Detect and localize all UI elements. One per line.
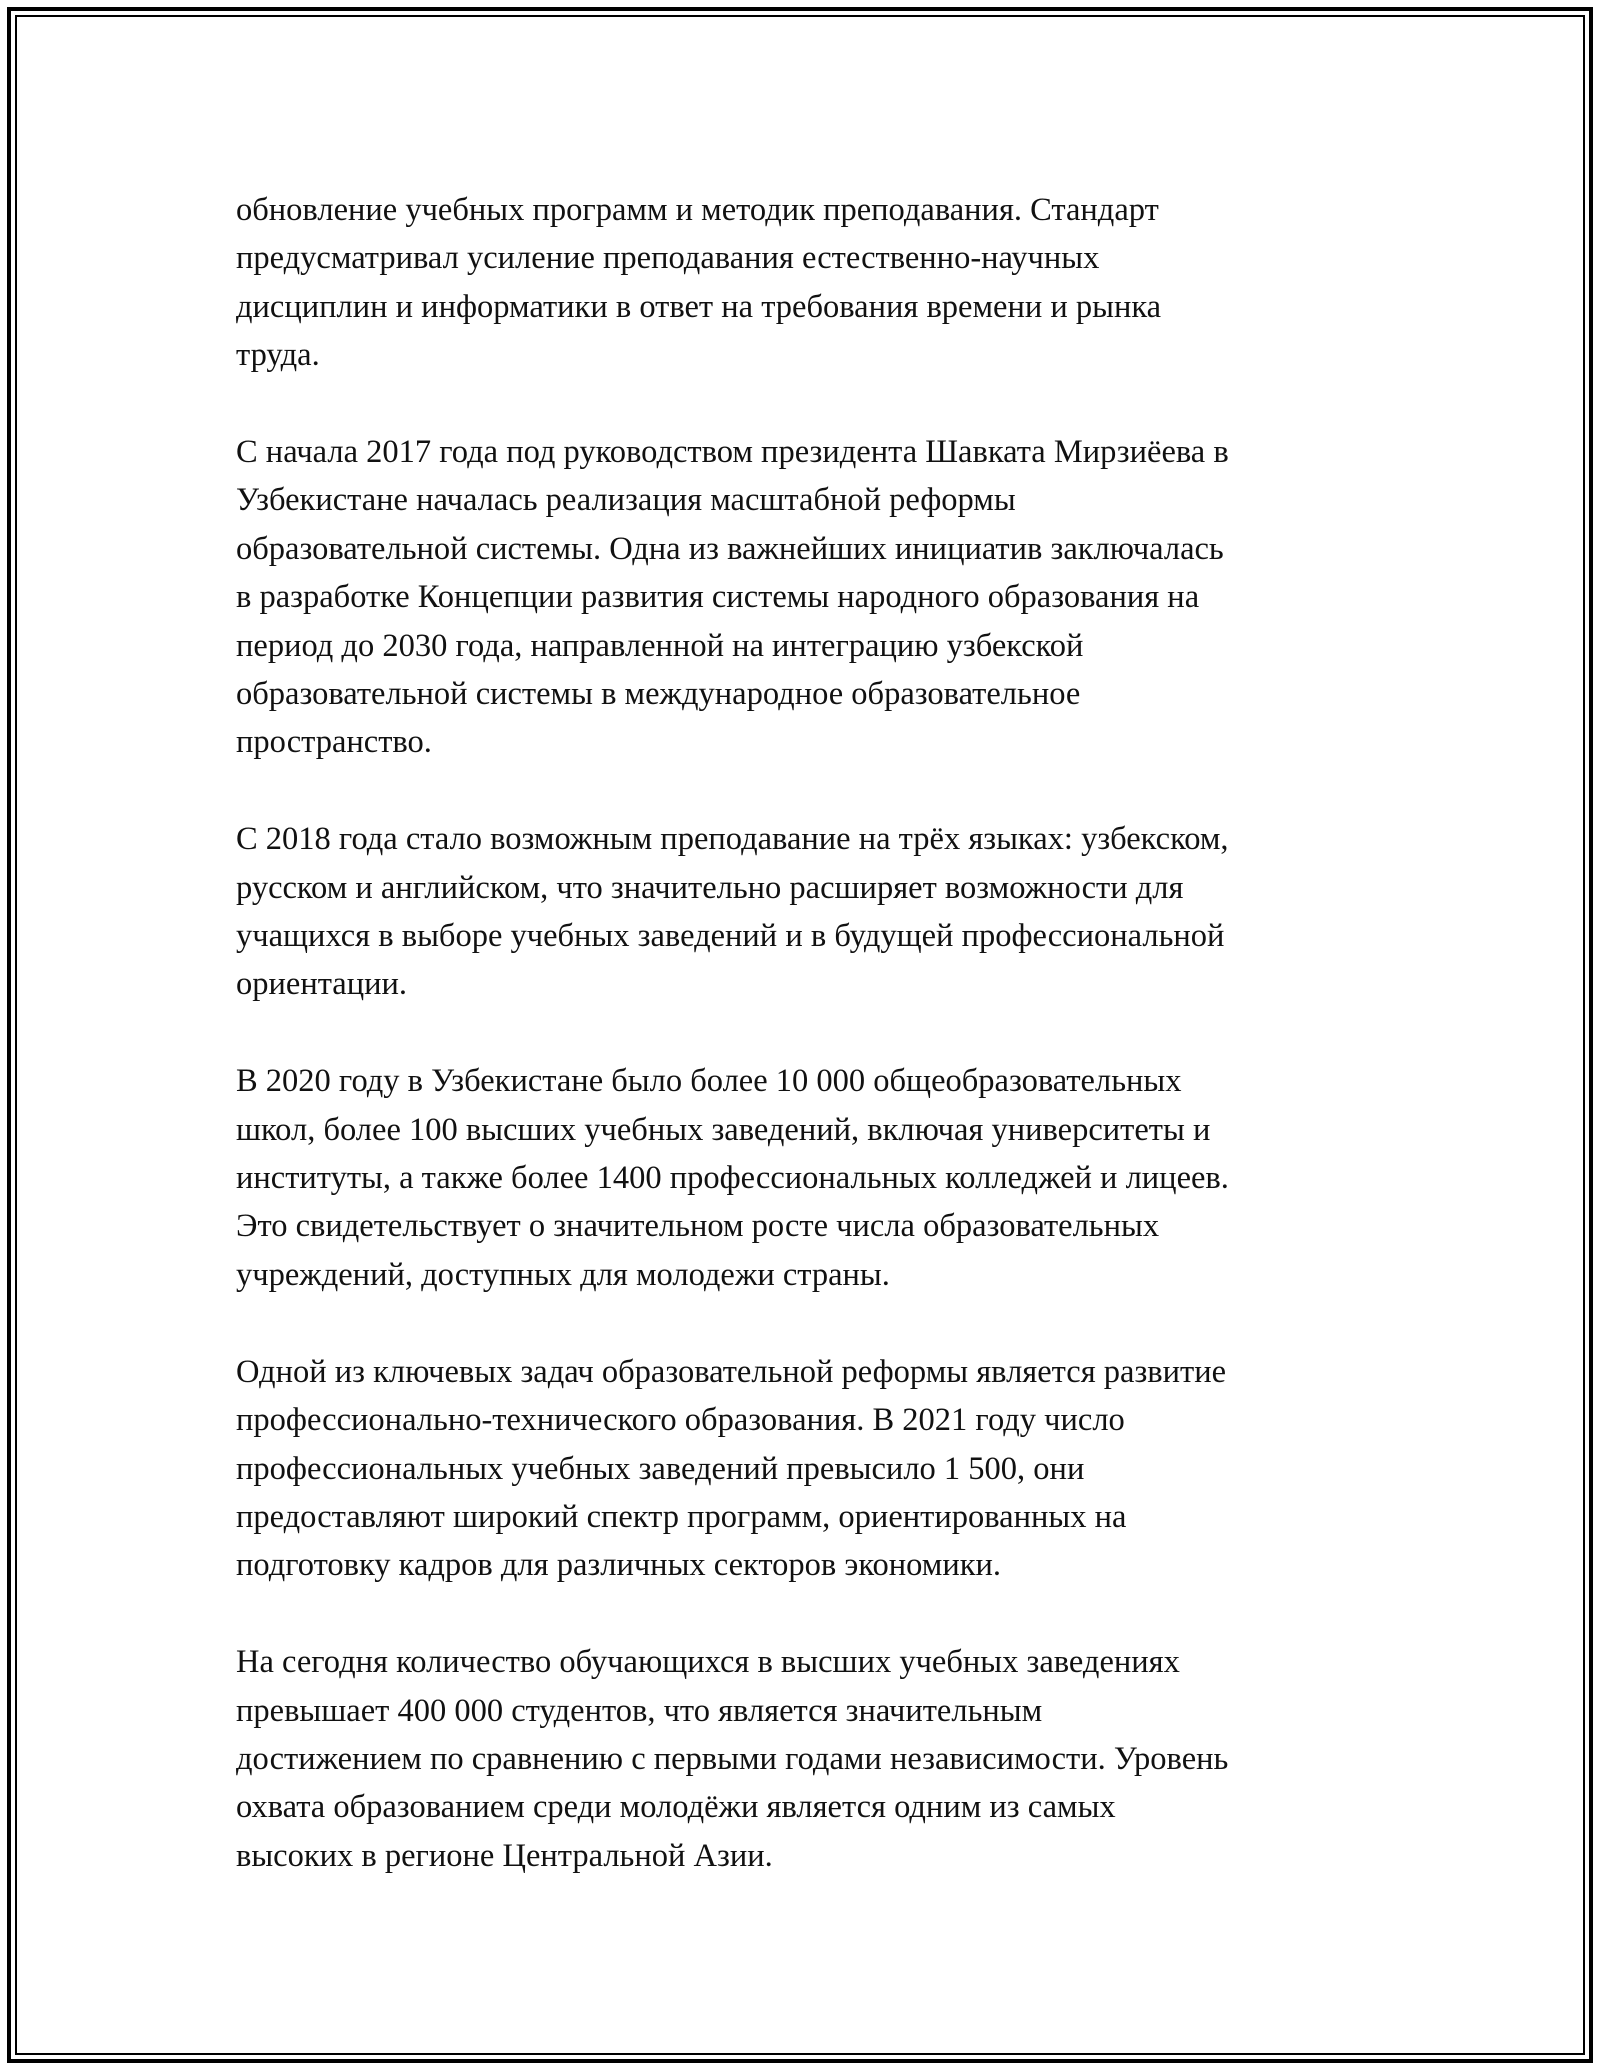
document-text — [236, 186, 1386, 1929]
text-line: превышает 400 000 студентов, что является значительным — [236, 1692, 1043, 1729]
text-line: пространство. — [236, 724, 432, 761]
text-line: обновление учебных программ и методик преподавания. Стандарт — [236, 192, 1159, 228]
text-line: Одной из ключевых задач образовательной реформы является развитие — [236, 1353, 1227, 1390]
paragraph-1 — [236, 186, 1386, 380]
text-line: дисциплин и информатики в ответ на требования времени и рынка — [236, 288, 1162, 325]
text-line: С начала 2017 года под руководством президента Шавката Мирзиёева в — [236, 434, 1229, 471]
text-line: образовательной системы в международное образовательное — [236, 676, 1081, 713]
text-line: труда. — [236, 337, 320, 374]
text-line: Это свидетельствует о значительном росте числа образовательных — [236, 1208, 1160, 1245]
text-line: ориентации. — [236, 966, 408, 1003]
text-line: Узбекистане началась реализация масштабной реформы — [236, 482, 1016, 519]
text-line: На сегодня количество обучающихся в высших учебных заведениях — [236, 1644, 1180, 1681]
text-line: В 2020 году в Узбекистане было более 10 000 общеобразовательных — [236, 1063, 1182, 1100]
paragraph-3 — [236, 815, 1386, 1009]
text-line: профессионально-технического образования. В 2021 году число — [236, 1402, 1125, 1439]
text-line: период до 2030 года, направленной на интеграцию узбекской — [236, 627, 1084, 664]
text-line: охвата образованием среди молодёжи является одним из самых — [236, 1789, 1116, 1826]
paragraph-5 — [236, 1348, 1386, 1590]
text-line: учащихся в выборе учебных заведений и в будущей профессиональной — [236, 918, 1225, 955]
text-line: С 2018 года стало возможным преподавание на трёх языках: узбекском, — [236, 821, 1229, 858]
paragraph-2 — [236, 428, 1386, 767]
text-line: образовательной системы. Одна из важнейших инициатив заключалась — [236, 530, 1224, 567]
text-line: институты, а также более 1400 профессиональных колледжей и лицеев. — [236, 1160, 1229, 1197]
text-line: высоких в регионе Центральной Азии. — [236, 1837, 773, 1874]
paragraph-4 — [236, 1057, 1386, 1299]
text-line: школ, более 100 высших учебных заведений, включая университеты и — [236, 1111, 1211, 1148]
text-line: подготовку кадров для различных секторов экономики. — [236, 1547, 1002, 1584]
text-line: профессиональных учебных заведений превысило 1 500, они — [236, 1450, 1085, 1487]
text-line: предоставляют широкий спектр программ, ориентированных на — [236, 1498, 1127, 1535]
text-line: в разработке Концепции развития системы народного образования на — [236, 579, 1200, 616]
text-line: достижением по сравнению с первыми годами независимости. Уровень — [236, 1740, 1229, 1777]
text-line: русском и английском, что значительно расширяет возможности для — [236, 869, 1184, 906]
paragraph-6 — [236, 1638, 1386, 1880]
text-line: предусматривал усиление преподавания естественно-научных — [236, 240, 1100, 277]
text-line: учреждений, доступных для молодежи страны. — [236, 1256, 890, 1293]
